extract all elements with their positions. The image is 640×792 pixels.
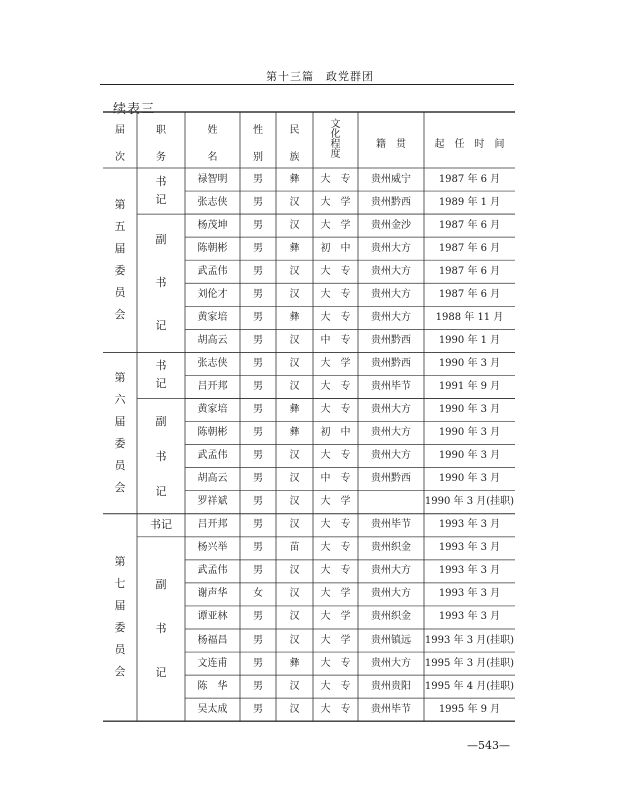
cell-gender: 男 (253, 450, 263, 462)
cell-education: 大 专 (320, 265, 351, 277)
cell-origin: 贵州镇远 (371, 634, 411, 646)
cell-name: 胡高云 (197, 473, 228, 485)
cell-tenure: 1987 年 6 月 (438, 288, 501, 300)
cell-name: 杨兴举 (197, 542, 228, 554)
cell-tenure: 1993 年 3 月 (438, 542, 501, 554)
cell-name: 黄家培 (197, 404, 228, 416)
cell-origin: 贵州大方 (371, 450, 411, 462)
cell-gender: 男 (253, 634, 263, 646)
cell-gender: 男 (253, 173, 263, 185)
cell-education: 大 专 (320, 519, 351, 531)
cell-origin: 贵州威宁 (371, 173, 411, 185)
header-tenure: 起 任 时 间 (434, 139, 505, 150)
cell-ethnicity: 汉 (289, 634, 300, 646)
cell-gender: 男 (253, 357, 263, 369)
cell-name: 陈朝彬 (197, 242, 228, 254)
cell-name: 吴太成 (197, 703, 228, 715)
cell-ethnicity: 汉 (289, 473, 300, 485)
cell-education: 大 学 (320, 219, 351, 231)
cell-tenure: 1993 年 3 月 (438, 611, 501, 623)
header-gender: 别 (253, 152, 263, 163)
cell-name: 武孟伟 (197, 565, 228, 577)
cell-education: 大 专 (320, 380, 351, 392)
cell-ethnicity: 彝 (289, 173, 300, 185)
cell-education: 大 专 (320, 657, 351, 669)
cell-name: 文连甫 (197, 657, 228, 669)
cell-origin: 贵州大方 (371, 311, 411, 323)
cell-origin: 贵州贵阳 (371, 680, 411, 692)
header-ethnicity: 民 (289, 125, 300, 136)
cell-gender: 男 (253, 427, 263, 439)
cell-origin: 贵州黔西 (371, 357, 411, 369)
cell-ethnicity: 汉 (289, 288, 300, 300)
cell-tenure: 1991 年 9 月 (438, 380, 501, 392)
cell-name: 禄智明 (197, 173, 228, 185)
cell-education: 大 专 (320, 311, 351, 323)
cell-ethnicity: 汉 (289, 519, 300, 531)
cell-ethnicity: 汉 (289, 588, 300, 600)
cell-gender: 男 (253, 657, 263, 669)
cell-tenure: 1988 年 11 月 (435, 311, 504, 323)
cell-origin: 贵州大方 (371, 657, 411, 669)
cell-tenure: 1990 年 3 月 (438, 357, 501, 369)
cell-origin: 贵州织金 (371, 611, 411, 623)
cell-gender: 男 (253, 496, 263, 508)
cell-name: 张志侠 (197, 357, 228, 369)
header-name: 名 (207, 152, 218, 163)
cell-tenure: 1995 年 4 月(挂职) (424, 680, 515, 692)
cell-tenure: 1990 年 1 月 (438, 334, 501, 346)
cell-education: 中 专 (320, 473, 351, 485)
cell-education: 大 学 (320, 496, 351, 508)
cell-education: 大 学 (320, 611, 351, 623)
header-origin: 籍 贯 (376, 139, 406, 150)
cell-education: 大 专 (320, 450, 351, 462)
cell-education: 大 专 (320, 288, 351, 300)
cell-gender: 男 (253, 242, 263, 254)
cell-origin: 贵州大方 (371, 288, 411, 300)
cell-origin: 贵州黔西 (371, 334, 411, 346)
cell-education: 大 专 (320, 680, 351, 692)
cell-education: 初 中 (320, 427, 351, 439)
cell-education: 大 专 (320, 565, 351, 577)
header-term: 届 (115, 125, 125, 136)
cell-tenure: 1987 年 6 月 (438, 219, 501, 231)
cell-education: 大 专 (320, 542, 351, 554)
cell-name: 陈 华 (197, 680, 228, 692)
cell-origin: 贵州大方 (371, 427, 411, 439)
cell-ethnicity: 彝 (289, 242, 300, 254)
cell-education: 大 专 (320, 703, 351, 715)
cell-tenure: 1995 年 3 月(挂职) (424, 657, 515, 669)
cell-tenure: 1993 年 3 月 (438, 565, 501, 577)
term-label: 第七届委员会 (114, 555, 126, 679)
cell-gender: 男 (253, 611, 263, 623)
cell-origin: 贵州毕节 (371, 519, 411, 531)
cell-name: 武孟伟 (197, 450, 228, 462)
position-label: 副书记 (155, 233, 167, 332)
cell-origin: 贵州大方 (371, 588, 411, 600)
position-label: 书记 (155, 359, 167, 391)
cell-name: 刘伦才 (197, 288, 228, 300)
term-label: 第六届委员会 (114, 371, 126, 495)
term-label: 第五届委员会 (114, 198, 126, 322)
cell-ethnicity: 汉 (289, 496, 300, 508)
cell-ethnicity: 汉 (289, 265, 300, 277)
cell-origin: 贵州大方 (371, 265, 411, 277)
cell-ethnicity: 汉 (289, 380, 300, 392)
cell-tenure: 1987 年 6 月 (438, 265, 501, 277)
cell-tenure: 1990 年 3 月 (438, 450, 501, 462)
cell-gender: 男 (253, 219, 263, 231)
cell-ethnicity: 汉 (289, 565, 300, 577)
cell-name: 吕开邦 (197, 380, 228, 392)
cell-education: 初 中 (320, 242, 351, 254)
cell-gender: 男 (253, 288, 263, 300)
table-title: 续表三 (113, 102, 156, 117)
cell-ethnicity: 彝 (289, 404, 300, 416)
cell-name: 胡高云 (197, 334, 228, 346)
cell-ethnicity: 汉 (289, 680, 300, 692)
cell-tenure: 1990 年 3 月(挂职) (424, 496, 515, 508)
position-label: 书记 (155, 175, 167, 207)
cell-name: 吕开邦 (197, 519, 228, 531)
cell-origin: 贵州大方 (371, 565, 411, 577)
cell-ethnicity: 汉 (289, 357, 300, 369)
cell-name: 武孟伟 (197, 265, 228, 277)
cell-gender: 男 (253, 680, 263, 692)
header-gender: 性 (253, 125, 263, 136)
position-label: 副书记 (155, 414, 167, 498)
cell-origin: 贵州大方 (371, 242, 411, 254)
cell-gender: 男 (253, 265, 263, 277)
cell-origin: 贵州黔西 (371, 473, 411, 485)
header-term: 次 (115, 152, 125, 163)
running-head: 第十三篇 政党群团 (266, 70, 374, 83)
cell-gender: 男 (253, 542, 263, 554)
cell-tenure: 1993 年 3 月 (438, 588, 501, 600)
cell-gender: 男 (253, 311, 263, 323)
cell-gender: 男 (253, 334, 263, 346)
cell-tenure: 1987 年 6 月 (438, 242, 501, 254)
cell-education: 大 学 (320, 634, 351, 646)
cell-ethnicity: 彝 (289, 657, 300, 669)
position-label: 书记 (150, 518, 172, 532)
cell-tenure: 1993 年 3 月(挂职) (424, 634, 515, 646)
header-ethnicity: 族 (289, 152, 300, 163)
cell-education: 中 专 (320, 334, 351, 346)
header-position: 务 (156, 152, 166, 163)
cell-education: 大 学 (320, 196, 351, 208)
cell-tenure: 1990 年 3 月 (438, 427, 501, 439)
header-position: 职 (156, 125, 166, 136)
cell-gender: 男 (253, 703, 263, 715)
cell-gender: 男 (253, 380, 263, 392)
cell-name: 陈朝彬 (197, 427, 228, 439)
cell-education: 大 学 (320, 588, 351, 600)
cell-origin: 贵州毕节 (371, 703, 411, 715)
cell-gender: 男 (253, 473, 263, 485)
cell-name: 谢声华 (197, 588, 228, 600)
cell-origin: 贵州大方 (371, 404, 411, 416)
cell-ethnicity: 彝 (289, 427, 300, 439)
cell-tenure: 1990 年 3 月 (438, 404, 501, 416)
cell-origin: 贵州织金 (371, 542, 411, 554)
header-name: 姓 (207, 125, 218, 136)
cell-ethnicity: 汉 (289, 611, 300, 623)
page-number: —543— (467, 739, 510, 752)
position-label: 副书记 (155, 578, 167, 679)
cell-education: 大 专 (320, 173, 351, 185)
cell-origin: 贵州毕节 (371, 380, 411, 392)
cell-gender: 男 (253, 404, 263, 416)
header-education: 文化程度 (330, 119, 341, 160)
cell-tenure: 1987 年 6 月 (438, 173, 501, 185)
cell-gender: 男 (253, 519, 263, 531)
cell-ethnicity: 汉 (289, 450, 300, 462)
cell-ethnicity: 汉 (289, 703, 300, 715)
cell-education: 大 专 (320, 404, 351, 416)
cell-tenure: 1993 年 3 月 (438, 519, 501, 531)
cell-ethnicity: 汉 (289, 219, 300, 231)
cell-origin: 贵州黔西 (371, 196, 411, 208)
cell-gender: 男 (253, 565, 263, 577)
cell-ethnicity: 汉 (289, 196, 300, 208)
cell-gender: 女 (253, 588, 263, 600)
cell-name: 谭亚林 (197, 611, 228, 623)
cell-tenure: 1990 年 3 月 (438, 473, 501, 485)
cell-gender: 男 (253, 196, 263, 208)
cell-education: 大 学 (320, 357, 351, 369)
cell-name: 张志侠 (197, 196, 228, 208)
cell-name: 杨茂坤 (197, 219, 228, 231)
cell-name: 杨福昌 (197, 634, 228, 646)
cell-name: 黄家培 (197, 311, 228, 323)
cell-ethnicity: 苗 (289, 542, 300, 554)
cell-ethnicity: 彝 (289, 311, 300, 323)
cell-ethnicity: 汉 (289, 334, 300, 346)
cell-tenure: 1989 年 1 月 (438, 196, 501, 208)
cell-origin: 贵州金沙 (371, 219, 411, 231)
cell-name: 罗祥斌 (197, 496, 228, 508)
cell-tenure: 1995 年 9 月 (438, 703, 501, 715)
